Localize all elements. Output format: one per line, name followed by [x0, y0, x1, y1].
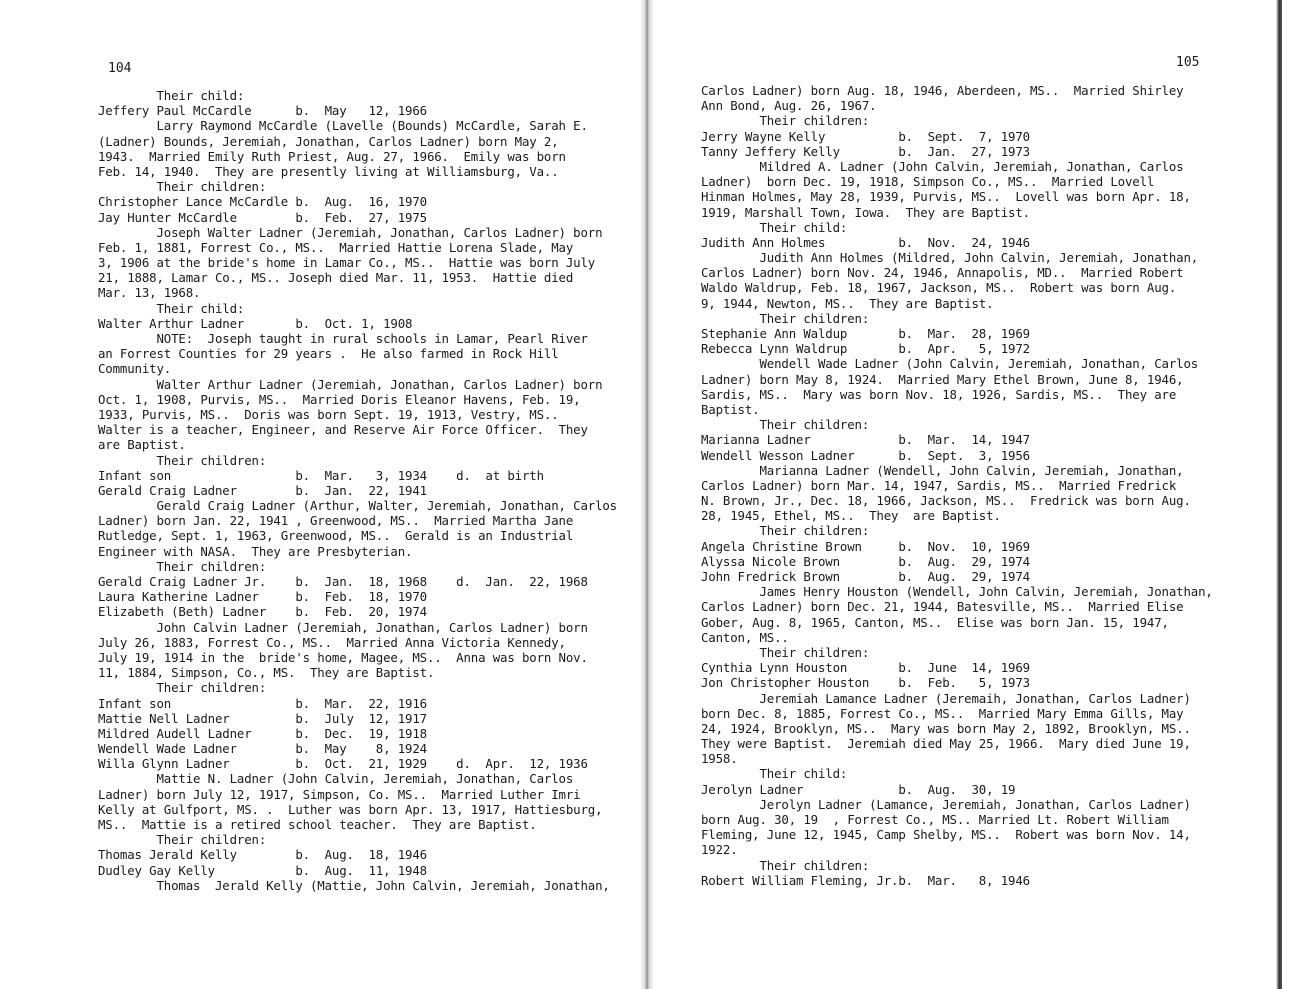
- text-line: Hinman Holmes, May 28, 1939, Purvis, MS.. Lovell was born Apr. 18,: [701, 189, 1191, 205]
- text-line: Larry Raymond McCardle (Lavelle (Bounds) McCardle, Sarah E.: [98, 118, 588, 134]
- text-line: Their child:: [98, 88, 245, 103]
- text-line: Jon Christopher Houston b. Feb. 5, 1973: [701, 675, 1030, 691]
- text-line: Gober, Aug. 8, 1965, Canton, MS.. Elise was born Jan. 15, 1947,: [701, 614, 1169, 630]
- text-line: Joseph Walter Ladner (Jeremiah, Jonathan, Carlos Ladner) born: [98, 224, 603, 240]
- text-line: Carlos Ladner) born Aug. 18, 1946, Aberdeen, MS.. Married Shirley: [701, 83, 1184, 98]
- text-line: Angela Christine Brown b. Nov. 10, 1969: [701, 538, 1030, 554]
- text-line: Carlos Ladner) born Dec. 21, 1944, Batesville, MS.. Married Elise: [701, 599, 1184, 615]
- text-line: Their children:: [98, 452, 267, 468]
- text-line: They were Baptist. Jeremiah died May 25, 1966. Mary died June 19,: [701, 736, 1191, 752]
- text-line: Their children:: [701, 644, 870, 660]
- page-number-right: 105: [1176, 55, 1200, 70]
- text-line: Marianna Ladner b. Mar. 14, 1947: [701, 432, 1030, 448]
- text-line: Community.: [98, 361, 172, 377]
- text-line: Jerolyn Ladner (Lamance, Jeremiah, Jonathan, Carlos Ladner): [701, 796, 1191, 812]
- text-line: born Dec. 8, 1885, Forrest Co., MS.. Married Mary Emma Gills, May: [701, 705, 1184, 721]
- text-line: Their children:: [98, 179, 267, 195]
- text-line: Rutledge, Sept. 1, 1963, Greenwood, MS.. Gerald is an Industrial: [98, 528, 574, 544]
- text-line: Kelly at Gulfport, MS. . Luther was born Apr. 13, 1917, Hattiesburg,: [98, 801, 603, 817]
- text-line: Gerald Craig Ladner Jr. b. Jan. 18, 1968 d. Jan. 22, 1968: [98, 574, 588, 589]
- text-line: Infant son b. Mar. 22, 1916: [98, 695, 427, 711]
- text-line: Their children:: [98, 558, 267, 574]
- text-line: Ladner) born Jan. 22, 1941 , Greenwood, MS.. Married Martha Jane: [98, 513, 574, 529]
- text-line: 1922.: [701, 842, 738, 858]
- text-line: Mildred Audell Ladner b. Dec. 19, 1918: [98, 725, 427, 741]
- text-line: Their child:: [98, 300, 245, 316]
- text-line: NOTE: Joseph taught in rural schools in Lamar, Pearl River: [98, 331, 588, 346]
- text-line: Cynthia Lynn Houston b. June 14, 1969: [701, 660, 1030, 676]
- text-line: are Baptist.: [98, 437, 186, 453]
- text-line: John Calvin Ladner (Jeremiah, Jonathan, Carlos Ladner) born: [98, 619, 588, 635]
- text-line: Infant son b. Mar. 3, 1934 d. at birth: [98, 467, 544, 483]
- text-line: 9, 1944, Newton, MS.. They are Baptist.: [701, 295, 994, 311]
- text-line: Their children:: [701, 523, 870, 539]
- text-line: 21, 1888, Lamar Co., MS.. Joseph died Mar. 11, 1953. Hattie died: [98, 270, 574, 286]
- text-line: Elizabeth (Beth) Ladner b. Feb. 20, 1974: [98, 604, 427, 620]
- text-line: Mattie Nell Ladner b. July 12, 1917: [98, 710, 427, 726]
- text-line: Dudley Gay Kelly b. Aug. 11, 1948: [98, 862, 427, 878]
- text-line: Wendell Wesson Ladner b. Sept. 3, 1956: [701, 447, 1030, 463]
- text-line: Jerolyn Ladner b. Aug. 30, 19: [701, 781, 1016, 797]
- right-page-text: [701, 83, 1213, 888]
- text-line: Their children:: [98, 680, 267, 696]
- text-line: Walter Arthur Ladner b. Oct. 1, 1908: [98, 315, 413, 331]
- text-line: John Fredrick Brown b. Aug. 29, 1974: [701, 569, 1030, 584]
- text-line: Ann Bond, Aug. 26, 1967.: [701, 98, 877, 114]
- text-line: Mattie N. Ladner (John Calvin, Jeremiah, Jonathan, Carlos: [98, 771, 574, 787]
- page-number-left: 104: [108, 61, 132, 76]
- text-line: Alyssa Nicole Brown b. Aug. 29, 1974: [701, 553, 1030, 569]
- text-line: Thomas Jerald Kelly (Mattie, John Calvin, Jeremiah, Jonathan,: [98, 877, 610, 893]
- text-line: Jeremiah Lamance Ladner (Jeremaih, Jonathan, Carlos Ladner): [701, 690, 1191, 706]
- text-line: 1958.: [701, 751, 738, 767]
- text-line: Their children:: [701, 417, 870, 433]
- right-page: [646, 0, 1292, 989]
- text-line: Robert William Fleming, Jr.b. Mar. 8, 1946: [701, 872, 1030, 888]
- text-line: Baptist.: [701, 401, 760, 417]
- text-line: Judith Ann Holmes b. Nov. 24, 1946: [701, 234, 1030, 250]
- text-line: 1943. Married Emily Ruth Priest, Aug. 27, 1966. Emily was born: [98, 148, 566, 164]
- text-line: Walter Arthur Ladner (Jeremiah, Jonathan, Carlos Ladner) born: [98, 376, 603, 392]
- text-line: (Ladner) Bounds, Jeremiah, Jonathan, Carlos Ladner) born May 2,: [98, 133, 559, 149]
- text-line: Canton, MS..: [701, 629, 789, 645]
- text-line: Wendell Wade Ladner (John Calvin, Jeremiah, Jonathan, Carlos: [701, 356, 1199, 372]
- text-line: Their child:: [701, 219, 848, 235]
- text-line: Jerry Wayne Kelly b. Sept. 7, 1970: [701, 128, 1030, 144]
- text-line: Walter is a teacher, Engineer, and Reserve Air Force Officer. They: [98, 422, 588, 438]
- text-line: Their children:: [701, 857, 870, 873]
- text-line: Willa Glynn Ladner b. Oct. 21, 1929 d. Apr. 12, 1936: [98, 756, 588, 772]
- text-line: Christopher Lance McCardle b. Aug. 16, 1970: [98, 194, 427, 210]
- text-line: Sardis, MS.. Mary was born Nov. 18, 1926, Sardis, MS.. They are: [701, 386, 1177, 402]
- text-line: N. Brown, Jr., Dec. 18, 1966, Jackson, MS.. Fredrick was born Aug.: [701, 493, 1191, 509]
- text-line: Feb. 14, 1940. They are presently living at Williamsburg, Va..: [98, 163, 559, 179]
- text-line: Their children:: [701, 310, 870, 326]
- text-line: Engineer with NASA. They are Presbyterian.: [98, 543, 413, 559]
- text-line: Waldo Waldrup, Feb. 18, 1967, Jackson, MS.. Robert was born Aug.: [701, 280, 1177, 296]
- text-line: Fleming, June 12, 1945, Camp Shelby, MS.. Robert was born Nov. 14,: [701, 827, 1191, 843]
- text-line: Their child:: [701, 766, 848, 782]
- text-line: Gerald Craig Ladner b. Jan. 22, 1941: [98, 482, 427, 498]
- text-line: 11, 1884, Simpson, Co., MS. They are Baptist.: [98, 665, 435, 681]
- text-line: Thomas Jerald Kelly b. Aug. 18, 1946: [98, 847, 427, 863]
- text-line: Carlos Ladner) born Nov. 24, 1946, Annapolis, MD.. Married Robert: [701, 265, 1184, 281]
- text-line: Carlos Ladner) born Mar. 14, 1947, Sardis, MS.. Married Fredrick: [701, 477, 1177, 493]
- text-line: Mar. 13, 1968.: [98, 285, 201, 301]
- text-line: James Henry Houston (Wendell, John Calvin, Jeremiah, Jonathan,: [701, 584, 1213, 600]
- text-line: Jay Hunter McCardle b. Feb. 27, 1975: [98, 209, 427, 225]
- text-line: Laura Katherine Ladner b. Feb. 18, 1970: [98, 589, 427, 605]
- text-line: born Aug. 30, 19 , Forrest Co., MS.. Married Lt. Robert William: [701, 812, 1169, 827]
- text-line: 1933, Purvis, MS.. Doris was born Sept. 19, 1913, Vestry, MS..: [98, 406, 559, 422]
- text-line: Jeffery Paul McCardle b. May 12, 1966: [98, 103, 427, 119]
- text-line: Feb. 1, 1881, Forrest Co., MS.. Married Hattie Lorena Slade, May: [98, 239, 574, 255]
- text-line: Ladner) born July 12, 1917, Simpson, Co. MS.. Married Luther Imri: [98, 786, 581, 802]
- text-line: July 19, 1914 in the bride's home, Magee, MS.. Anna was born Nov.: [98, 649, 588, 665]
- text-line: Stephanie Ann Waldup b. Mar. 28, 1969: [701, 326, 1030, 341]
- text-line: Their children:: [98, 832, 267, 848]
- text-line: Ladner) born May 8, 1924. Married Mary Ethel Brown, June 8, 1946,: [701, 371, 1184, 387]
- left-page-text: [98, 88, 617, 893]
- text-line: Wendell Wade Ladner b. May 8, 1924: [98, 741, 427, 757]
- text-line: Oct. 1, 1908, Purvis, MS.. Married Doris Eleanor Havens, Feb. 19,: [98, 391, 581, 407]
- text-line: July 26, 1883, Forrest Co., MS.. Married Anna Victoria Kennedy,: [98, 634, 566, 650]
- text-line: Ladner) born Dec. 19, 1918, Simpson Co., MS.. Married Lovell: [701, 174, 1155, 190]
- text-line: Tanny Jeffery Kelly b. Jan. 27, 1973: [701, 143, 1030, 159]
- text-line: 24, 1924, Brooklyn, MS.. Mary was born May 2, 1892, Brooklyn, MS..: [701, 720, 1191, 736]
- text-line: Rebecca Lynn Waldrup b. Apr. 5, 1972: [701, 341, 1030, 357]
- text-line: Their children:: [701, 113, 870, 129]
- text-line: 28, 1945, Ethel, MS.. They are Baptist.: [701, 508, 1001, 524]
- text-line: 1919, Marshall Town, Iowa. They are Baptist.: [701, 204, 1030, 220]
- text-line: Mildred A. Ladner (John Calvin, Jeremiah, Jonathan, Carlos: [701, 158, 1184, 174]
- text-line: Marianna Ladner (Wendell, John Calvin, Jeremiah, Jonathan,: [701, 462, 1184, 478]
- text-line: MS.. Mattie is a retired school teacher. They are Baptist.: [98, 817, 537, 832]
- page-edge: [1276, 0, 1282, 989]
- text-line: an Forrest Counties for 29 years . He also farmed in Rock Hill: [98, 346, 559, 362]
- text-line: Judith Ann Holmes (Mildred, John Calvin, Jeremiah, Jonathan,: [701, 250, 1199, 266]
- text-line: Gerald Craig Ladner (Arthur, Walter, Jeremiah, Jonathan, Carlos: [98, 498, 617, 514]
- text-line: 3, 1906 at the bride's home in Lamar Co., MS.. Hattie was born July: [98, 255, 596, 271]
